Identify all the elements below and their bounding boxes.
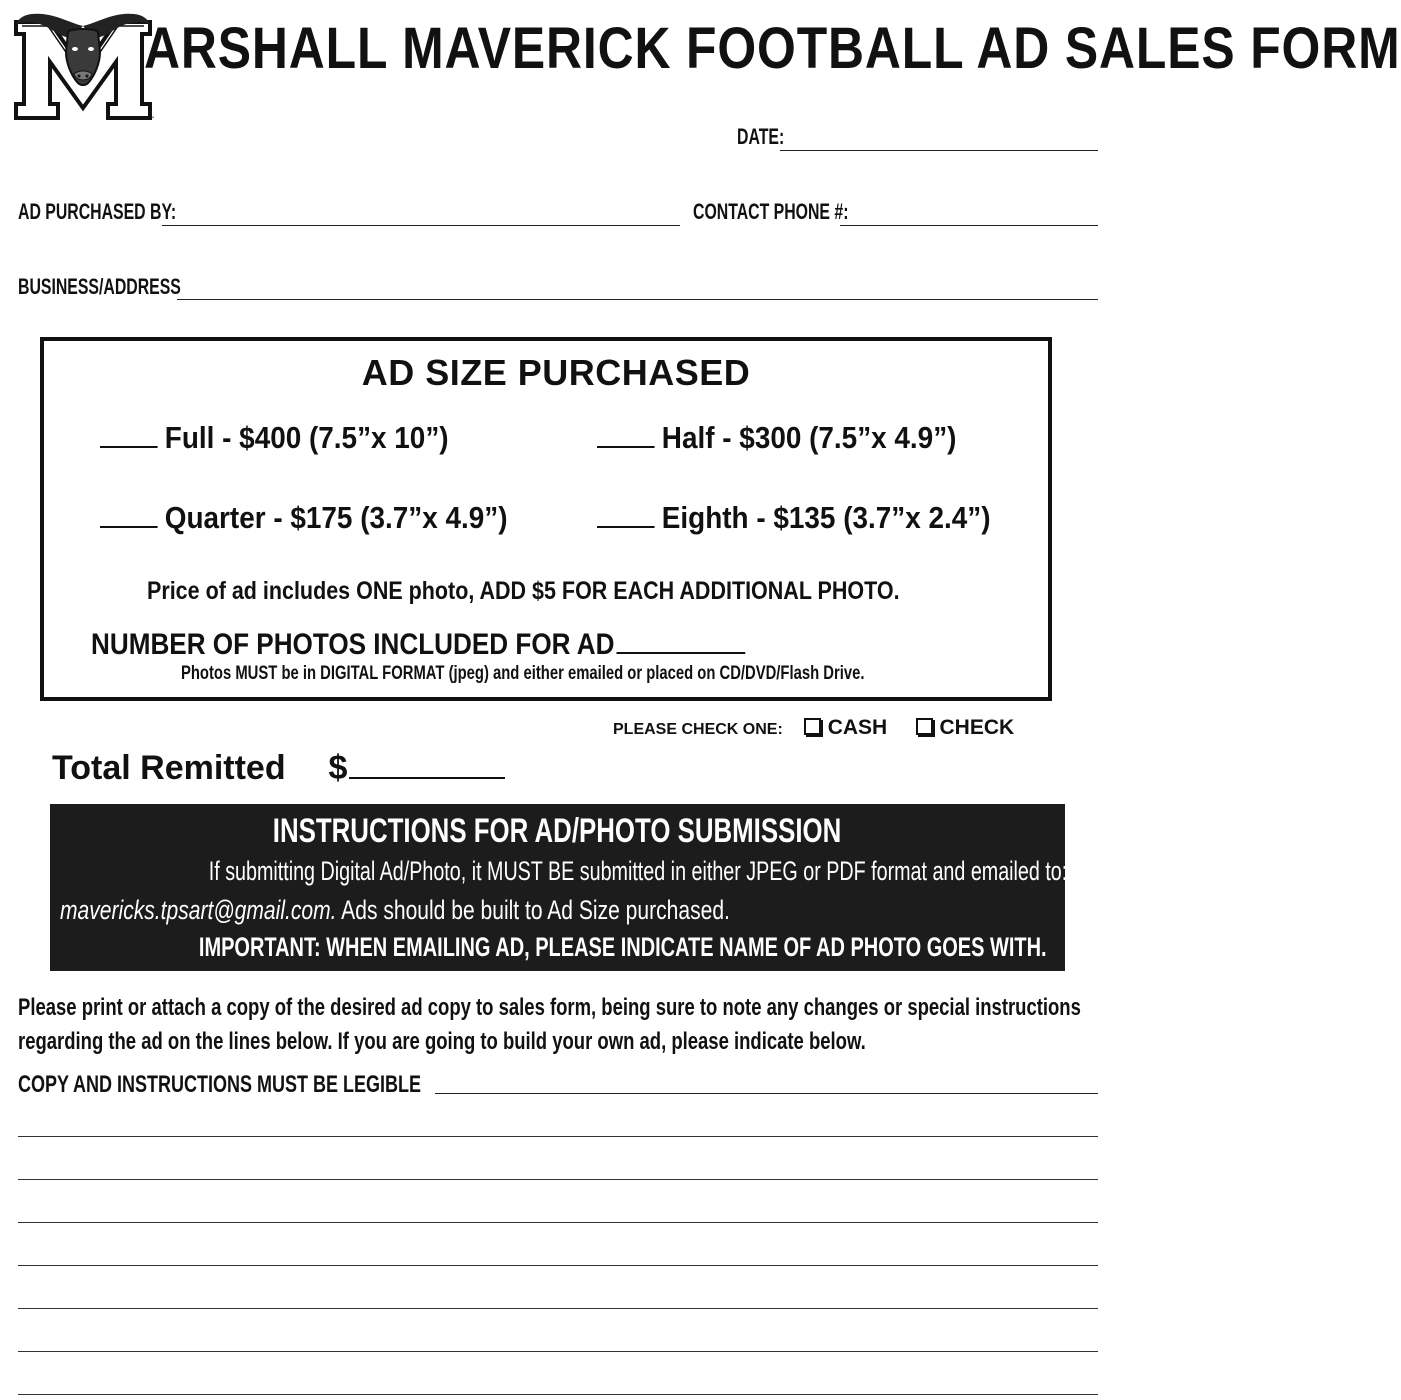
price-note: Price of ad includes ONE photo, ADD $5 FOR EACH ADDITIONAL PHOTO. <box>147 577 900 605</box>
payment-cash-option[interactable] <box>804 716 893 739</box>
total-remitted-field[interactable] <box>349 749 505 779</box>
maverick-logo <box>12 4 154 122</box>
instructions-banner <box>50 804 1068 971</box>
instructions-line-2 <box>60 895 730 926</box>
ad-option-quarter[interactable] <box>100 502 508 533</box>
business-address-field[interactable] <box>177 299 1098 300</box>
ad-option-half-label: Half - $300 (7.5”x 4.9”) <box>661 420 957 455</box>
body-instructions-line-1: Please print or attach a copy of the desired ad copy to sales form, being sure to note any changes or special instructions <box>18 994 1081 1021</box>
ad-option-quarter-blank[interactable] <box>100 502 158 528</box>
instructions-line-1: If submitting Digital Ad/Photo, it MUST BE submitted in either JPEG or PDF format and emailed to: <box>208 856 1068 886</box>
ad-option-half[interactable] <box>597 422 956 453</box>
date-field[interactable] <box>780 150 1098 151</box>
photos-count-row <box>91 626 752 662</box>
form-title: ARSHALL MAVERICK FOOTBALL AD SALES FORM <box>144 16 1401 81</box>
ad-option-full-label: Full - $400 (7.5”x 10”) <box>164 420 449 455</box>
ad-option-eighth-blank[interactable] <box>597 502 655 528</box>
payment-prompt: PLEASE CHECK ONE: <box>613 721 783 738</box>
purchased-by-label: AD PURCHASED BY: <box>18 199 177 224</box>
photos-count-label: NUMBER OF PHOTOS INCLUDED FOR AD <box>91 628 615 661</box>
contact-phone-label: CONTACT PHONE #: <box>693 199 849 224</box>
copy-line[interactable] <box>18 1394 1098 1395</box>
business-address-label: BUSINESS/ADDRESS <box>18 274 181 299</box>
copy-line[interactable] <box>18 1265 1098 1266</box>
ad-size-title: AD SIZE PURCHASED <box>361 352 751 393</box>
instructions-important: IMPORTANT: WHEN EMAILING AD, PLEASE INDICATE NAME OF AD PHOTO GOES WITH. <box>198 932 1047 962</box>
svg-text:™: ™ <box>149 116 155 123</box>
ad-option-quarter-label: Quarter - $175 (3.7”x 4.9”) <box>164 500 508 535</box>
date-label: DATE: <box>737 124 785 149</box>
ad-option-full-blank[interactable] <box>100 422 158 448</box>
instructions-title: INSTRUCTIONS FOR AD/PHOTO SUBMISSION <box>273 812 842 850</box>
copy-line[interactable] <box>18 1136 1098 1137</box>
payment-row <box>613 716 1014 740</box>
ad-option-half-blank[interactable] <box>597 422 655 448</box>
photos-format-note: Photos MUST be in DIGITAL FORMAT (jpeg) and either emailed or placed on CD/DVD/Flash Drive. <box>181 663 865 684</box>
cash-checkbox-icon[interactable] <box>804 718 821 735</box>
payment-check-option[interactable] <box>916 716 1015 739</box>
total-remitted-row <box>52 749 513 788</box>
payment-cash-label: CASH <box>827 716 888 739</box>
instructions-line-2-rest: Ads should be built to Ad Size purchased. <box>336 895 730 925</box>
copy-line-first[interactable] <box>435 1093 1098 1094</box>
copy-line[interactable] <box>18 1179 1098 1180</box>
ad-option-eighth[interactable] <box>597 502 991 533</box>
legible-label: COPY AND INSTRUCTIONS MUST BE LEGIBLE <box>18 1071 422 1098</box>
ad-option-eighth-label: Eighth - $135 (3.7”x 2.4”) <box>661 500 991 535</box>
copy-line[interactable] <box>18 1222 1098 1223</box>
ad-option-full[interactable] <box>100 422 449 453</box>
payment-check-label: CHECK <box>939 716 1015 739</box>
contact-phone-field[interactable] <box>840 225 1098 226</box>
check-checkbox-icon[interactable] <box>916 718 933 735</box>
total-remitted-label: Total Remitted <box>52 749 286 787</box>
submission-email-link[interactable]: mavericks.tpsart@gmail.com. <box>60 895 337 925</box>
body-instructions <box>18 991 1081 1059</box>
photos-count-field[interactable] <box>616 626 745 654</box>
copy-line[interactable] <box>18 1308 1098 1309</box>
body-instructions-line-2: regarding the ad on the lines below. If you are going to build your own ad, please indicate below. <box>18 1028 866 1055</box>
total-currency-symbol: $ <box>328 749 348 787</box>
purchased-by-field[interactable] <box>162 225 680 226</box>
copy-line[interactable] <box>18 1351 1098 1352</box>
